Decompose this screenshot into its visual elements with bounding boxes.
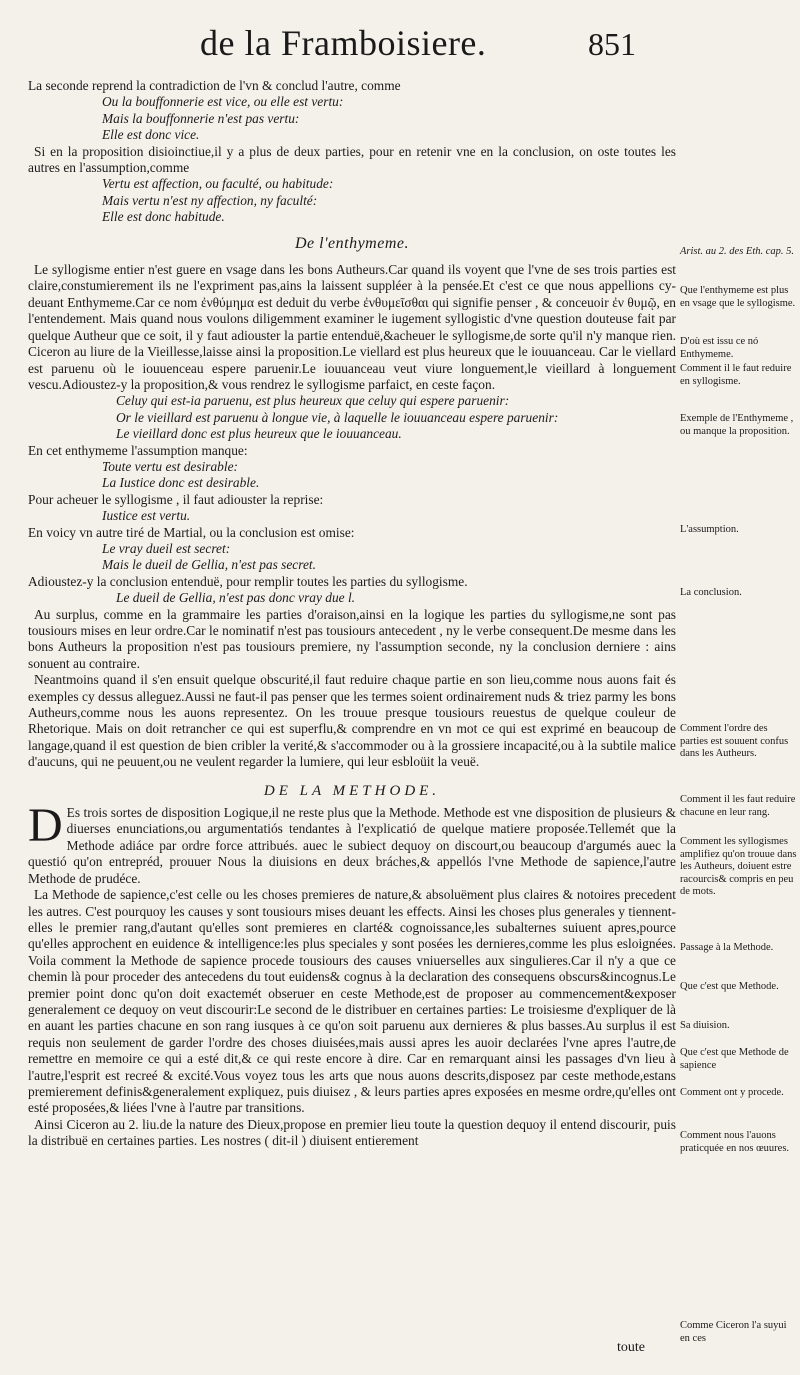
- paragraph-enthymeme: Le syllogisme entier n'est guere en vsage dans les bons Autheurs.Car quand ils voyent que l'vne de ses trois parties est claire,constumierement ils ne l'expriment pas,ains la laissent suppléer à la pensée.Et c'est ce que nous appellions cy-deuant Enthymeme.Car ce nom ἐνθύμημα est deduit du verbe ἐνθυμεῖσθαι qui signifie penser , & conceuoir ἐν θυμῷ, en l'entendement. Mais quand nous voulons diligemment examiner le iugement syllogistic d'vne question douteuse fait par quelque Autheur que ce soit, il y faut adiouster la partie entenduë,&acheuer le syllogisme,de sorte qu'il n'y manque rien. Ciceron au liure de la Vieillesse,laisse ainsi la proposition.Le viellard est plus heureux que le iouuanceau. Car le viellard est paruenu où le iouuenceau espere paruenir.Le iouuanceau veut viure longuement,le vieillard à longuement vescu.Adioustez-y la proposition,& vous rendrez le syllogisme parfaict, en ceste façon.: [28, 262, 676, 392]
- main-text: [28, 78, 676, 1150]
- paragraph-surplus: Au surplus, comme en la grammaire les parties d'oraison,ainsi en la logique les parties du syllogisme,ne sont pas tousiours mises en leur ordre.Car le nominatif n'est pas tousiours antecedent , ny le verbe consequent.De mesme dans les bons Autheurs la proposition n'est pas tousiours premiere, ny l'assumption seconde, ny la conclusion derniere : ains sonuent au contraire.: [28, 606, 676, 671]
- verse-line: Elle est donc vice.: [102, 127, 200, 143]
- methode-opening: [28, 799, 676, 887]
- margin-note: Que l'enthymeme est plus en vsage que le syllogisme.: [680, 285, 796, 309]
- line-reprise: Pour acheuer le syllogisme , il faut adiouster la reprise:: [28, 491, 324, 507]
- margin-note: D'où est issu ce nó Enthymeme.: [680, 336, 759, 360]
- margin-note: Comment il le faut reduire en syllogisme.: [680, 363, 792, 387]
- verse-line: Celuy qui est-ia paruenu, est plus heureux que celuy qui espere paruenir:: [116, 393, 510, 409]
- verse-line: Elle est donc habitude.: [102, 209, 225, 225]
- intro-line: La seconde reprend la contradiction de l'vn & conclud l'autre, comme: [28, 78, 401, 93]
- margin-note: Que c'est que Methode de sapience: [680, 1047, 789, 1071]
- page-number: 851: [588, 26, 636, 62]
- page-header: [0, 22, 800, 72]
- margin-note: Arist. au 2. des Eth. cap. 5.: [680, 246, 795, 257]
- verse-line: Ou la bouffonnerie est vice, ou elle est vertu:: [102, 94, 344, 110]
- margin-note: Comme Ciceron l'a suyui en ces: [680, 1320, 787, 1344]
- verse-line: Iustice est vertu.: [102, 508, 191, 524]
- verse-line: Toute vertu est desirable:: [102, 458, 238, 474]
- verse-line: Or le vieillard est paruenu à longue vie, à laquelle le iouuanceau espere paruenir:: [116, 409, 559, 425]
- section-heading-enthymeme: De l'enthymeme.: [295, 234, 409, 252]
- margin-note: Passage à la Methode.: [680, 942, 774, 953]
- running-head: de la Framboisiere.: [200, 23, 487, 63]
- line-assumption: En cet enthymeme l'assumption manque:: [28, 442, 248, 458]
- paragraph-methode-2: La Methode de sapience,c'est celle ou les choses premieres de nature,& absoluëment plus claires & notoires precedent les autres. C'est pourquoy les causes y sont tousiours mises deuant les effects. Ainsi les choses plus generales y tiennent-elles le premier rang,d'autant qu'elles sont premieres en clarté& cognoissance,les subalternes suiuent apres,pource qu'elles approchent en euidence & intelligence:les plus speciales y sont posées les dernieres,comme les plus esloignées. Voila comment la Methode de sapience procede tousiours des causes vniuerselles aux singulieres.Car il n'y a que ce chemin là pour proceder des antecedens du tout euidens& cognus à la declaration des consequens obscurs&incognus.Le premier point donc qu'on doit exactemét obseruer en ceste Methode,est de proposer au commencement&exposer generalement ce dequoy on veut discourir:Le second de le distribuer en certaines parties: Le troisiesme d'expliquer de là en auant les parties chacune en son rang iusques à ce qu'on soit paruenu aux dernieres & plus basses.Au surplus il est requis non seulement de garder l'ordre des choses diuisées,mais aussi apres les auoir declarées l'vne apres l'autre,de remettre en memoire ce qui a esté dit,& ce qui reste encore à dire. Car en remarquant ainsi les passages d'vn lieu à l'autre,l'esprit est recreé & excité.Vous voyez tous les arts que nous auons descrits,disposez par ceste methode,estans premierement definis&generalement expliquez, puis diuisez , & leurs parties apres exposées en mesme ordre,qu'elles ont esté proposées,& liées l'vne à l'autre par transitions.: [28, 887, 676, 1116]
- margin-note: Comment il les faut reduire chacune en leur rang.: [680, 794, 796, 818]
- margin-note: L'assumption.: [680, 524, 739, 535]
- verse-line: Le dueil de Gellia, n'est pas donc vray due l.: [116, 590, 356, 606]
- verse-line: Mais le dueil de Gellia, n'est pas secret.: [102, 557, 316, 573]
- paragraph-methode-1: Es trois sortes de disposition Logique,il ne reste plus que la Methode. Methode est vne disposition de plusieurs & diuerses enunciations,ou argumentatiós tendantes à l'explicatió de quelque matiere proposée.Tellemét que la Methode adiáce par ordre force attribués. auec le subiect dequoy on discourt,ou beaucoup d'argumés auec la questió qu'on entrepréd, prouuer Nous la diuisions en deux bráches,& appellós l'vne Methode de sapience,l'autre Methode de prudéce.: [28, 805, 676, 886]
- margin-note: Comment nous l'auons praticquée en nos œuures.: [680, 1130, 790, 1154]
- verse-line: Le vieillard donc est plus heureux que le iouuanceau.: [116, 426, 402, 442]
- paragraph-disjunctive: Si en la proposition disioinctiue,il y a plus de deux parties, pour en retenir vne en la conclusion, on oste toutes les autres en l'assumption,comme: [28, 143, 676, 176]
- margin-note: Comment les syllogismes amplifiez qu'on trouue dans les Autheurs, doiuent estre racourcis& compris en peu de mots.: [680, 836, 797, 898]
- margin-note: Sa diuision.: [680, 1020, 730, 1031]
- margin-note: Comment ont y procede.: [680, 1087, 784, 1098]
- section-heading-methode: DE LA METHODE.: [263, 782, 441, 799]
- verse-line: Vertu est affection, ou faculté, ou habitude:: [102, 176, 334, 192]
- margin-note: La conclusion.: [680, 587, 742, 598]
- margin-note: Exemple de l'Enthymeme , ou manque la proposition.: [680, 413, 794, 437]
- line-adioustez: Adioustez-y la conclusion entenduë, pour remplir toutes les parties du syllogisme.: [28, 573, 468, 589]
- verse-line: Mais la bouffonnerie n'est pas vertu:: [102, 110, 300, 126]
- margin-note: Comment l'ordre des parties est souuent confus dans les Autheurs.: [680, 723, 789, 760]
- line-martial: En voicy vn autre tiré de Martial, ou la conclusion est omise:: [28, 524, 355, 540]
- catchword: toute: [617, 1340, 645, 1355]
- verse-line: Mais vertu n'est ny affection, ny faculté:: [102, 192, 318, 208]
- margin-note: Que c'est que Methode.: [680, 981, 779, 992]
- paragraph-methode-3: Ainsi Ciceron au 2. liu.de la nature des Dieux,propose en premier lieu toute la question dequoy il entend discourir, puis la distribuë en certaines parties. Les nostres ( dit-il ) diuisent entierement: [28, 1116, 676, 1149]
- paragraph-neantmoins: Neantmoins quand il s'en ensuit quelque obscurité,il faut reduire chaque partie en son lieu,comme nous auons fait és exemples cy dessus alleguez.Aussi ne faut-il pas penser que les termes soient ordinairement nuds & triez parmy les bons Autheurs,comme nous les auons representez. On les trouue presque tousiours reuestus de quelque couleur de Rhetorique. Mais on doit retrancher ce qui est superflu,& comprendre en vn mot ce qui est exprimé en beaucoup de langage,quand il est question de bien cribler la verité,& s'accommoder ou à la grossiere incapacité,ou à la subtile malice d'aucuns, qui ne peuuent,ou ne veulent regarder la lumiere, qui leur esbloüit la veuë.: [28, 672, 676, 770]
- verse-line: Le vray dueil est secret:: [102, 540, 231, 556]
- verse-line: La Iustice donc est desirable.: [102, 475, 260, 491]
- drop-cap: D: [28, 799, 63, 853]
